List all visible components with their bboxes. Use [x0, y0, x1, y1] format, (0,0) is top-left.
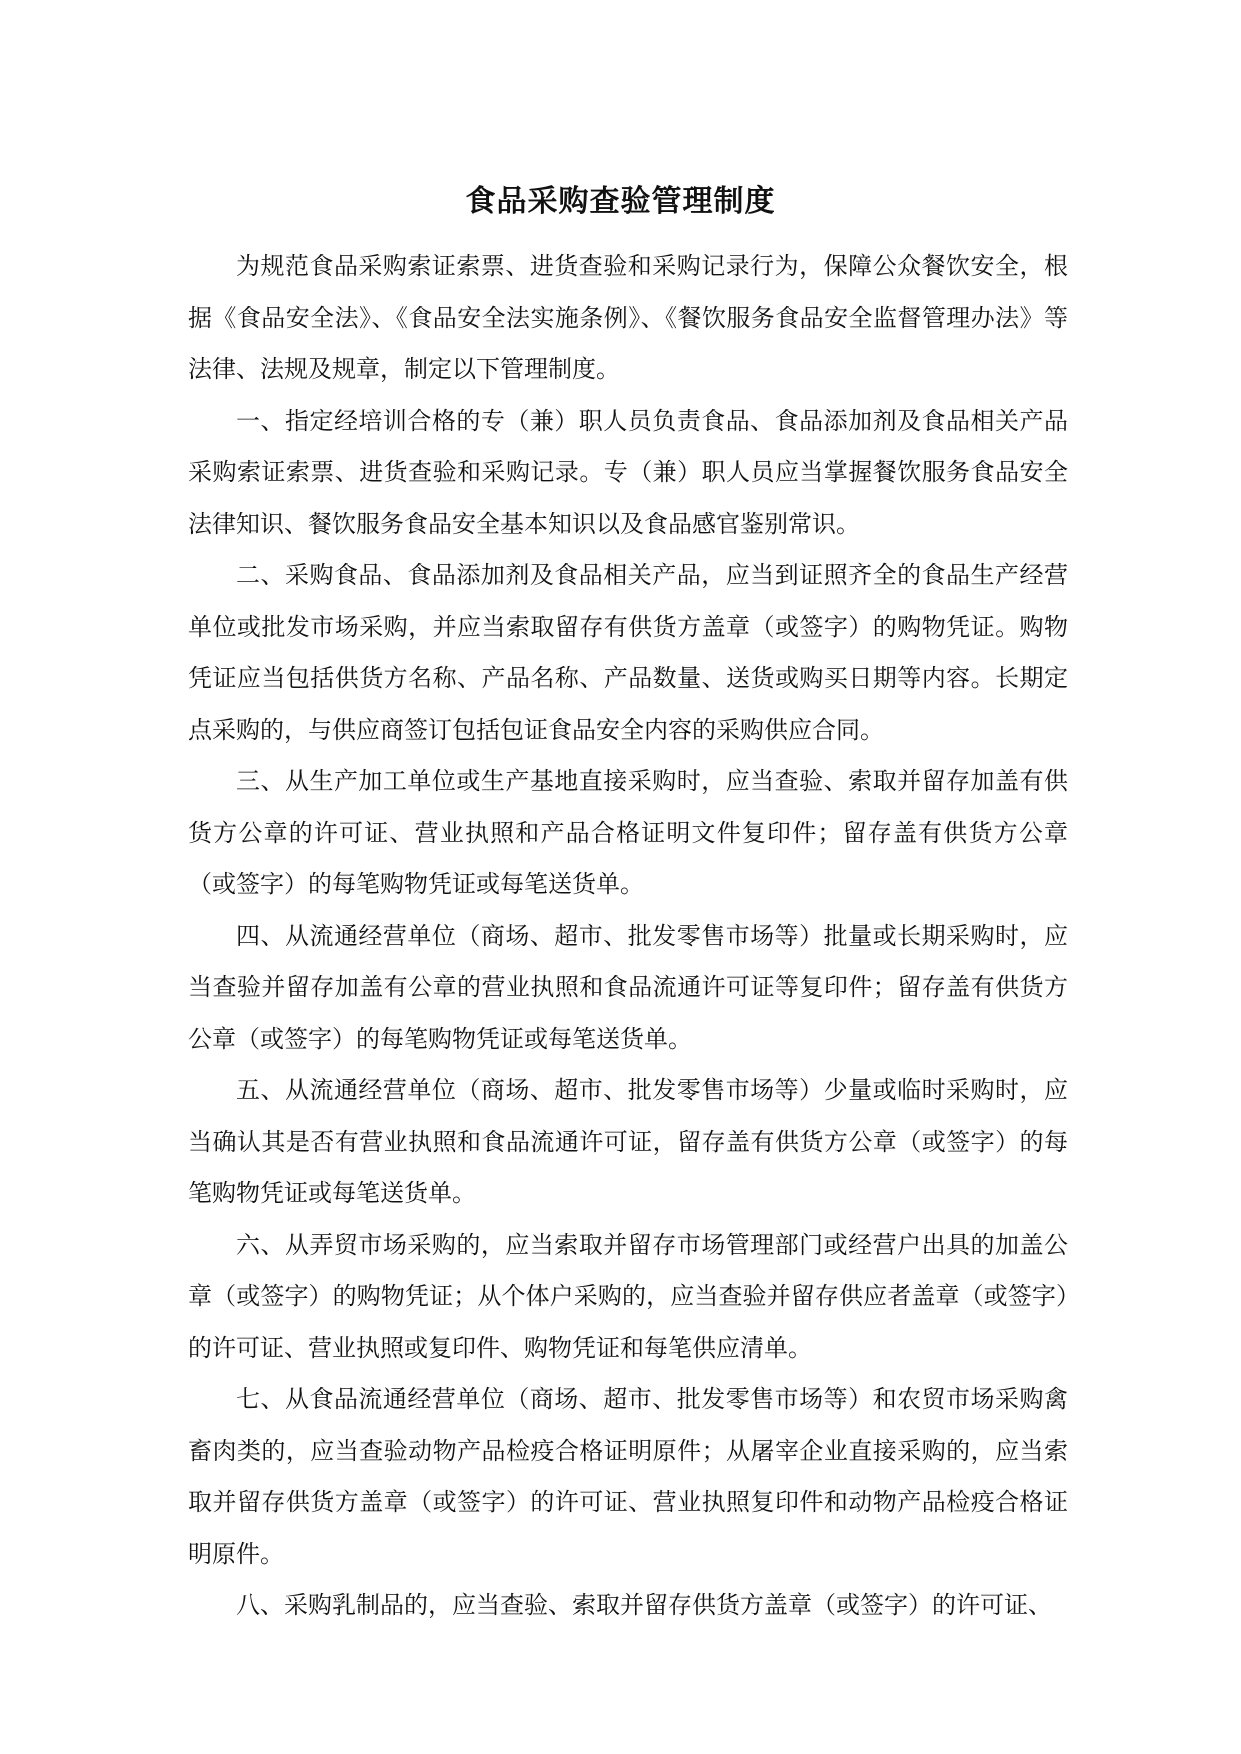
paragraph-preamble: 为规范食品采购索证索票、进货查验和采购记录行为，保障公众餐饮安全，根据《食品安全法》、《食品安全法实施条例》、《餐饮服务食品安全监督管理办法》等法律、法规及规章，制定以下管理制度。	[188, 252, 1068, 383]
paragraph-clause-1: 一、指定经培训合格的专（兼）职人员负责食品、食品添加剂及食品相关产品采购索证索票、进货查验和采购记录。专（兼）职人员应当掌握餐饮服务食品安全法律知识、餐饮服务食品安全基本知识以及食品感官鉴别常识。	[188, 406, 1068, 538]
paragraph-clause-2: 二、采购食品、食品添加剂及食品相关产品，应当到证照齐全的食品生产经营单位或批发市场采购，并应当索取留存有供货方盖章（或签字）的购物凭证。购物凭证应当包括供货方名称、产品名称、产品数量、送货或购买日期等内容。长期定点采购的，与供应商签订包括包证食品安全内容的采购供应合同。	[188, 561, 1068, 744]
paragraph-clause-5: 五、从流通经营单位（商场、超市、批发零售市场等）少量或临时采购时，应当确认其是否有营业执照和食品流通许可证，留存盖有供货方公章（或签字）的每笔购物凭证或每笔送货单。	[188, 1076, 1068, 1207]
document-title: 食品采购查验管理制度	[465, 184, 776, 220]
document-body	[188, 241, 1068, 1632]
paragraph-clause-4: 四、从流通经营单位（商场、超市、批发零售市场等）批量或长期采购时，应当查验并留存加盖有公章的营业执照和食品流通许可证等复印件；留存盖有供货方公章（或签字）的每笔购物凭证或每笔送货单。	[188, 921, 1068, 1053]
paragraph-clause-8: 八、采购乳制品的，应当查验、索取并留存供货方盖章（或签字）的许可证、	[236, 1591, 1052, 1619]
paragraph-clause-7: 七、从食品流通经营单位（商场、超市、批发零售市场等）和农贸市场采购禽畜肉类的，应当查验动物产品检疫合格证明原件；从屠宰企业直接采购的，应当索取并留存供货方盖章（或签字）的许可证、营业执照复印件和动物产品检疫合格证明原件。	[188, 1385, 1068, 1568]
paragraph-clause-6: 六、从弄贸市场采购的，应当索取并留存市场管理部门或经营户出具的加盖公章（或签字）的购物凭证；从个体户采购的，应当查验并留存供应者盖章（或签字）的许可证、营业执照或复印件、购物凭证和每笔供应清单。	[188, 1230, 1068, 1362]
paragraph-clause-3: 三、从生产加工单位或生产基地直接采购时，应当查验、索取并留存加盖有供货方公章的许可证、营业执照和产品合格证明文件复印件；留存盖有供货方公章（或签字）的每笔购物凭证或每笔送货单。	[188, 767, 1068, 898]
